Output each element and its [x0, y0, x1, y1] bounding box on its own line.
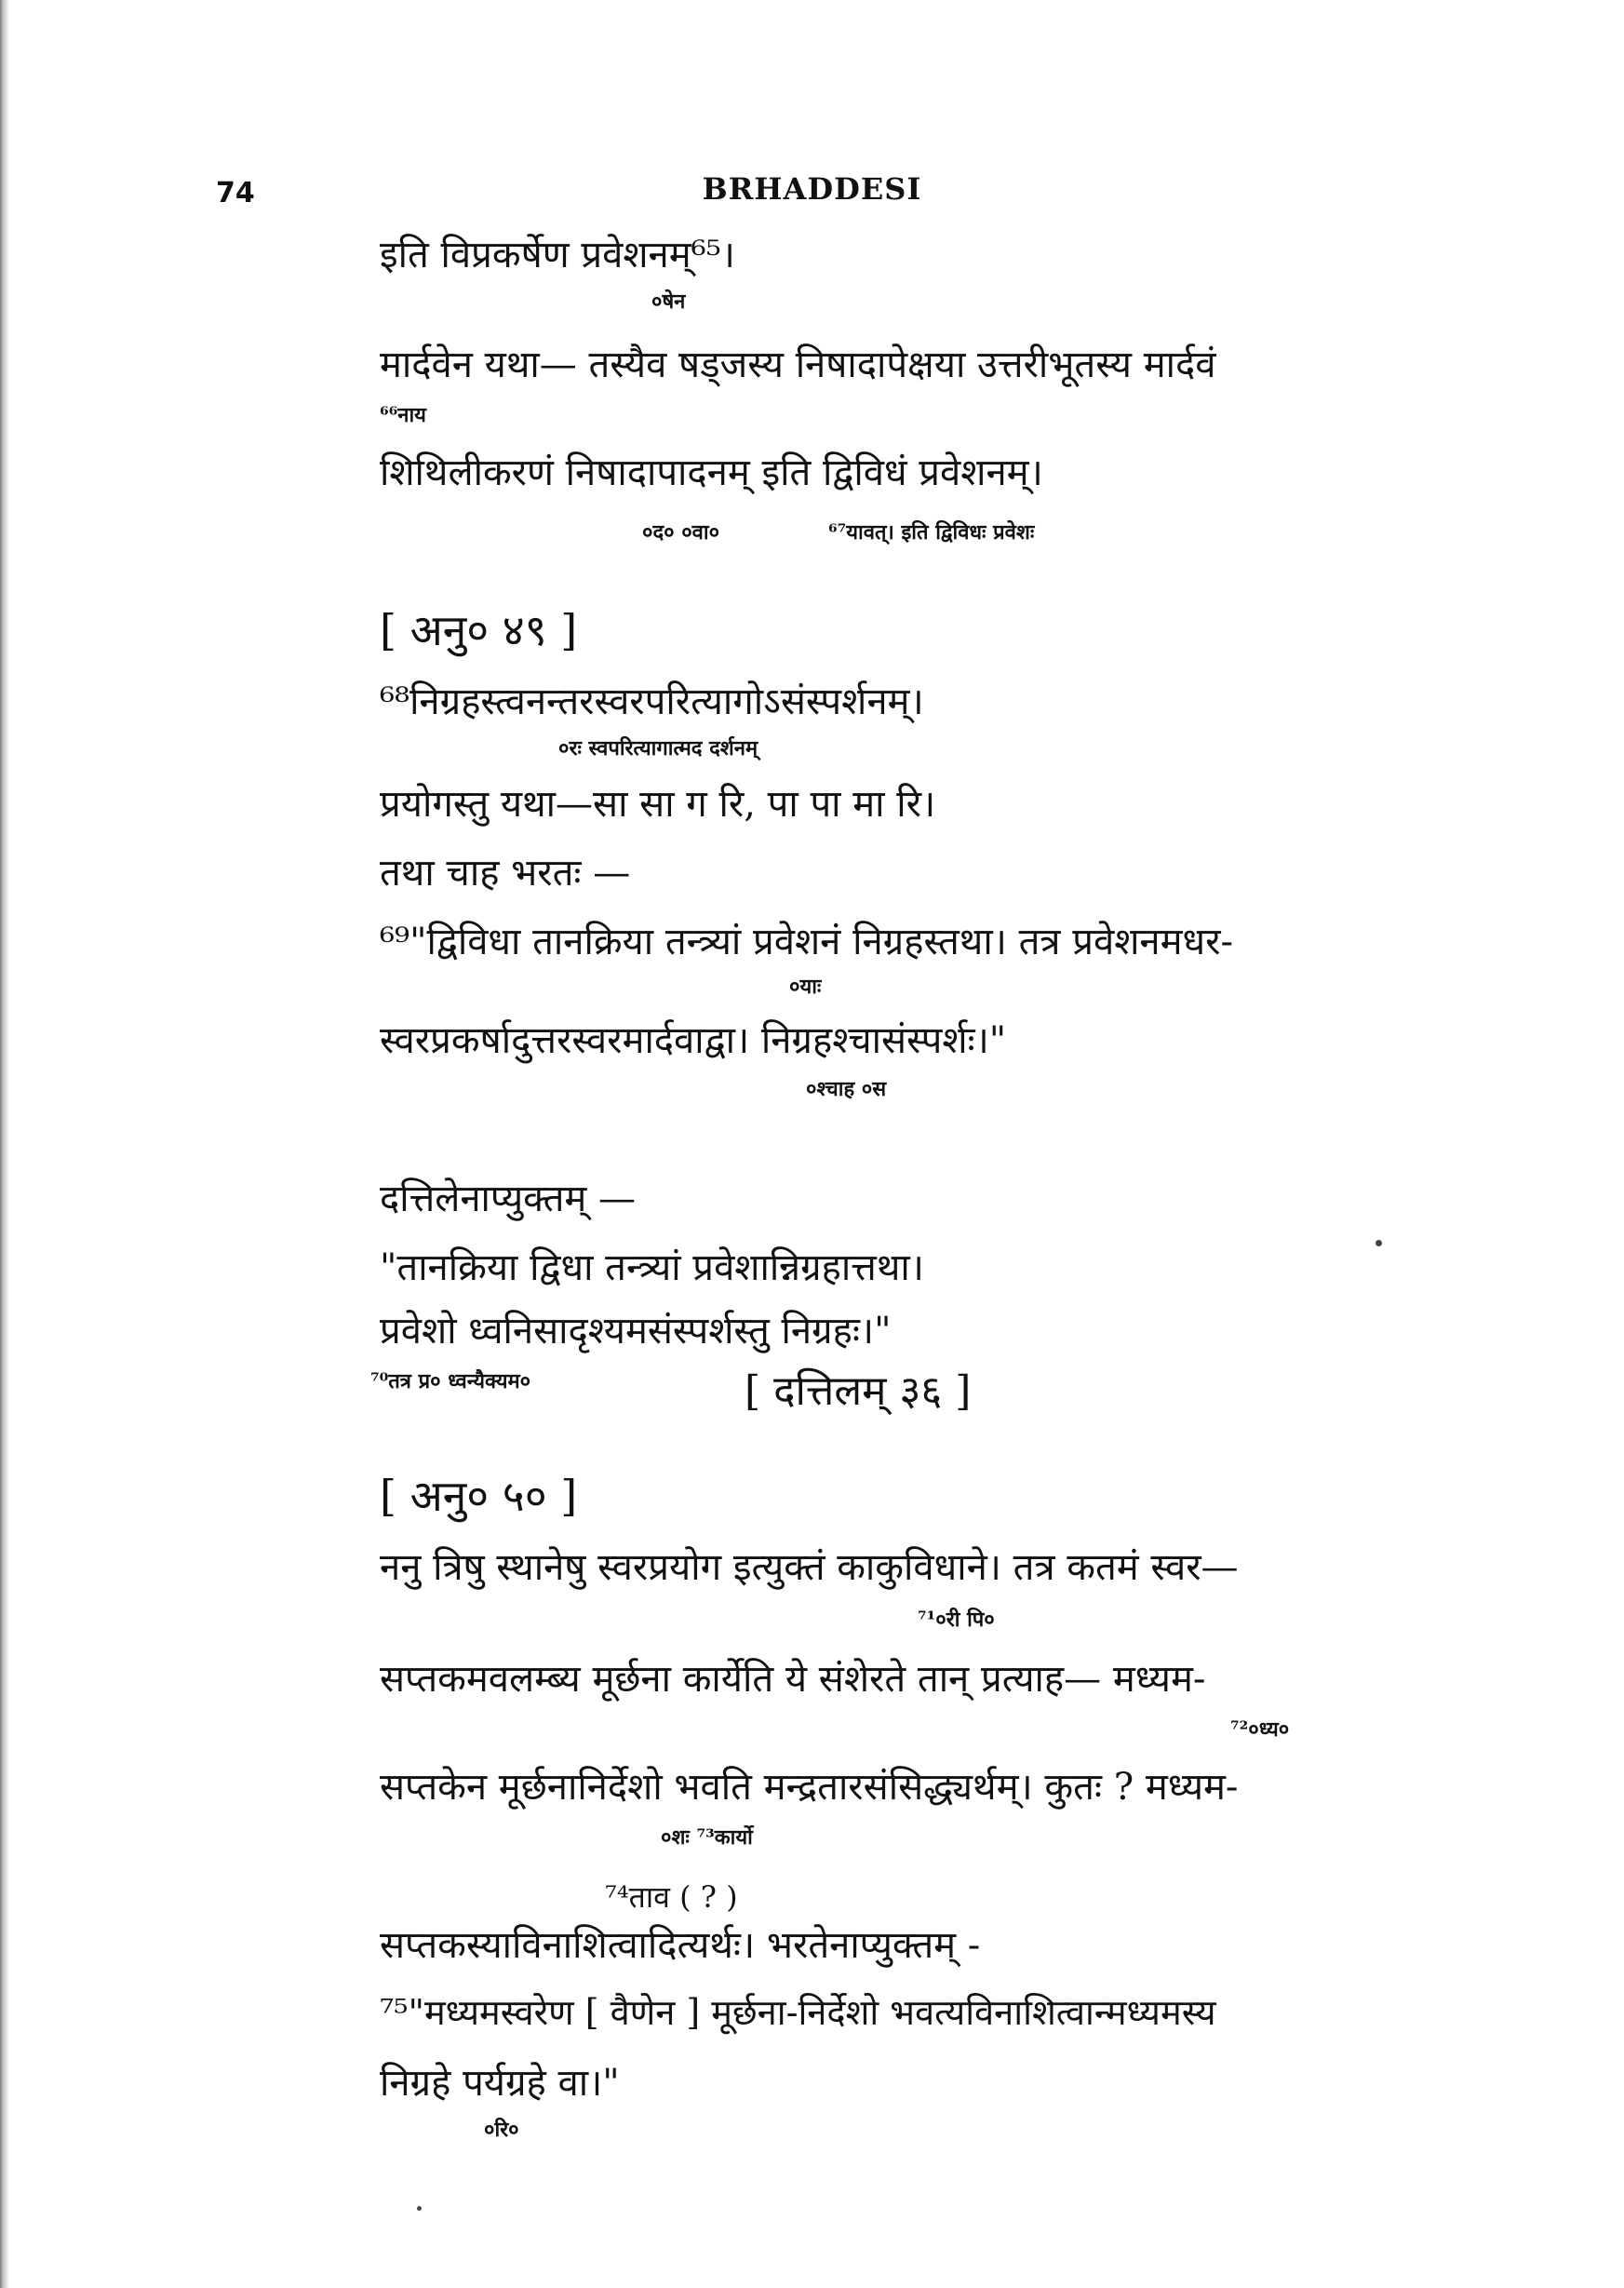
- footnote: ⁶⁷यावत्। इति द्विविधः प्रवेशः: [828, 520, 1035, 545]
- footnote: ०श्चाह ०स: [806, 1077, 887, 1101]
- section-heading: [ अनु० ४९ ]: [380, 605, 578, 655]
- footnote: ०रः स्वपरित्यागात्मद दर्शनम्: [558, 736, 758, 760]
- scan-speck: [1376, 1240, 1382, 1246]
- text-line: "तानक्रिया द्विधा तन्त्र्यां प्रवेशान्निग्रहात्तथा।: [380, 1246, 924, 1289]
- text-line: शिथिलीकरणं निषादापादनम् इति द्विविधं प्रवेशनम्।: [380, 451, 1043, 494]
- footnote: ⁶⁶नाय: [380, 403, 426, 427]
- section-heading: [ अनु० ५० ]: [380, 1471, 578, 1521]
- text-line: निग्रहे पर्यग्रहे वा।": [380, 2062, 620, 2105]
- citation: [ दत्तिलम् ३६ ]: [745, 1367, 972, 1415]
- text-line: ननु त्रिषु स्थानेषु स्वरप्रयोग इत्युक्तं काकुविधाने। तत्र कतमं स्वर—: [380, 1546, 1239, 1589]
- footnote: ⁷⁰तत्र प्र० ध्वन्यैक्यम०: [370, 1369, 531, 1393]
- query-note: ⁷⁴ताव ( ? ): [605, 1879, 738, 1915]
- footnote: ⁷¹०री पि०: [918, 1608, 995, 1632]
- text-line: तथा चाह भरतः —: [380, 852, 631, 895]
- footnote: ०रि०: [484, 2118, 519, 2142]
- footnote: ०षेन: [651, 289, 686, 314]
- footnote: ०द० ०वा०: [642, 520, 720, 545]
- scan-edge: [0, 0, 9, 2288]
- text-line: ⁶⁹"द्विविधा तानक्रिया तन्त्र्यां प्रवेशनं निग्रहस्तथा। तत्र प्रवेशनमधर-: [380, 921, 1233, 963]
- text-line: प्रवेशो ध्वनिसादृश्यमसंस्पर्शस्तु निग्रहः।": [380, 1310, 892, 1353]
- scan-speck: [417, 2206, 422, 2211]
- text-line: ⁶⁸निग्रहस्त्वनन्तरस्वरपरित्यागोऽसंस्पर्शनम्।: [380, 680, 924, 723]
- text-line: सप्तकमवलम्ब्य मूर्छना कार्येति ये संशेरते तान् प्रत्याह— मध्यम-: [380, 1658, 1206, 1701]
- page-number: 74: [216, 177, 255, 209]
- text-line: मार्दवेन यथा— तस्यैव षड्जस्य निषादापेक्षया उत्तरीभूतस्य मार्दवं: [380, 343, 1216, 386]
- footnote: ⁷²०ध्य०: [1230, 1717, 1290, 1742]
- text-line: प्रयोगस्तु यथा—सा सा ग रि, पा पा मा रि।: [380, 783, 936, 826]
- running-title: BRHADDESI: [702, 171, 922, 207]
- text-line: ⁷⁵"मध्यमस्वरेण [ वैणेन ] मूर्छना-निर्देशो भवत्यविनाशित्वान्मध्यमस्य: [380, 1992, 1216, 2033]
- text-line: इति विप्रकर्षेण प्रवेशनम्⁶⁵।: [380, 234, 735, 276]
- text-line: दत्तिलेनाप्युक्तम् —: [380, 1178, 637, 1220]
- footnote: ०याः: [789, 975, 822, 999]
- text-line: सप्तकेन मूर्छनानिर्देशो भवति मन्द्रतारसंसिद्ध्यर्थम्। कुतः ? मध्यम-: [380, 1766, 1239, 1809]
- text-line: स्वरप्रकर्षादुत्तरस्वरमार्दवाद्वा। निग्रहश्चासंस्पर्शः।": [380, 1019, 1007, 1062]
- text-line: सप्तकस्याविनाशित्वादित्यर्थः। भरतेनाप्युक्तम् -: [380, 1924, 981, 1967]
- footnote: ०शः ⁷³कार्यो: [661, 1825, 753, 1850]
